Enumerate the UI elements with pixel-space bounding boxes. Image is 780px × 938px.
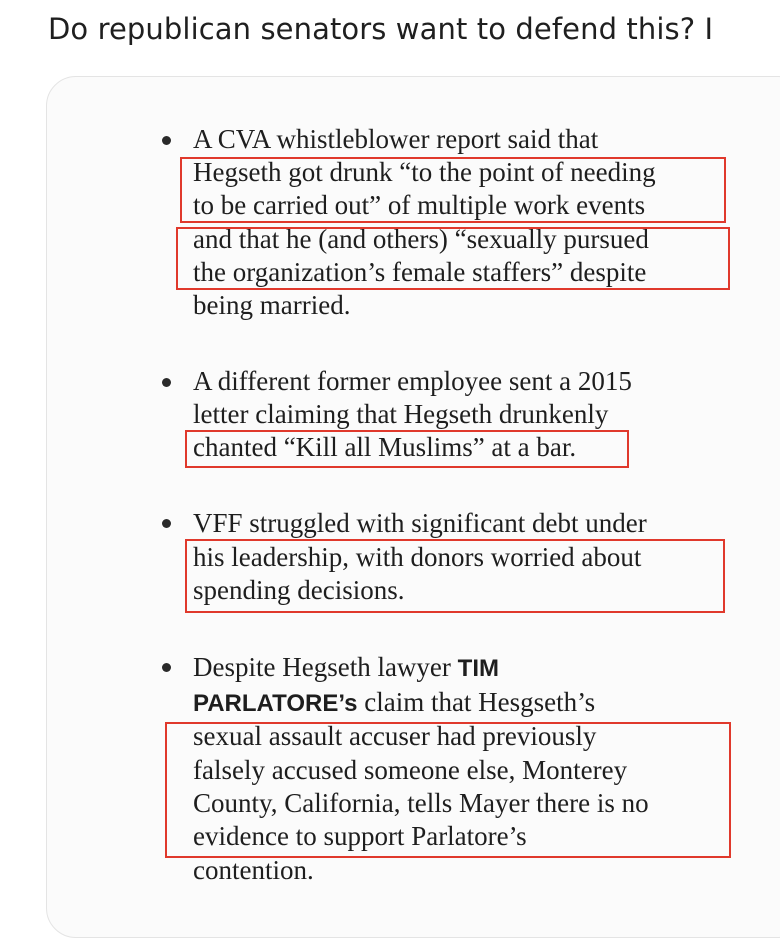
bullet-line: being married. [193, 290, 351, 320]
bullet-line: chanted “Kill all Muslims” at a bar. [193, 432, 577, 462]
lawyer-name-bold: TIM [457, 655, 499, 682]
bullet-line: his leadership, with donors worried about [193, 542, 642, 572]
bullet-line: letter claiming that Hegseth drunkenly [193, 399, 609, 429]
bullet-text: Despite Hegseth lawyer [193, 652, 458, 682]
highlight-box [176, 227, 730, 290]
bullet-line: falsely accused someone else, Monterey [193, 755, 628, 785]
bullet-line: A CVA whistleblower report said that [193, 124, 599, 154]
bullet-dot-icon [162, 519, 171, 528]
bullet-line: spending decisions. [193, 575, 405, 605]
bullet-line: sexual assault accuser had previously [193, 721, 597, 751]
bullet-line [193, 686, 595, 719]
bullet-line: Hegseth got drunk “to the point of needing [193, 157, 656, 187]
bullet-dot-icon [162, 378, 171, 387]
post-text: Do republican senators want to defend this? I [48, 12, 714, 46]
lawyer-name-bold: PARLATORE’s [193, 690, 358, 717]
highlight-box [165, 722, 731, 858]
bullet-line: evidence to support Parlatore’s [193, 821, 527, 851]
bullet-line: A different former employee sent a 2015 [193, 366, 632, 396]
bullet-line: VFF struggled with significant debt under [193, 508, 647, 538]
highlight-box [185, 539, 725, 613]
bullet-line [193, 651, 499, 684]
highlight-box [185, 430, 629, 468]
bullet-line: to be carried out” of multiple work events [193, 190, 646, 220]
bullet-line: and that he (and others) “sexually pursued [193, 224, 649, 254]
bullet-dot-icon [162, 136, 171, 145]
bullet-dot-icon [162, 663, 171, 672]
bullet-text: claim that Hesgseth’s [357, 687, 596, 717]
highlight-box [180, 157, 726, 223]
bullet-line: the organization’s female staffers” despite [193, 257, 647, 287]
bullet-line: County, California, tells Mayer there is no [193, 788, 649, 818]
bullet-line: contention. [193, 855, 314, 885]
